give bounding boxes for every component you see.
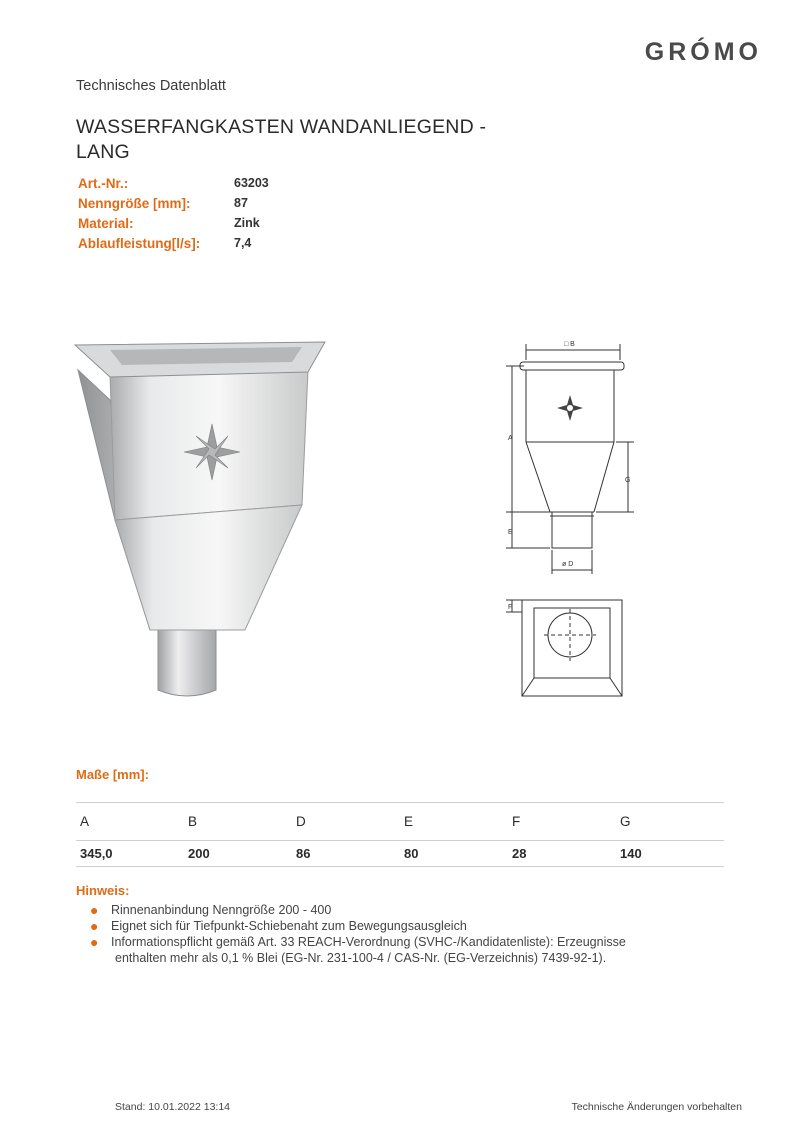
spec-list bbox=[78, 173, 269, 253]
spec-row-nominal-size bbox=[78, 193, 269, 213]
product-title: WASSERFANGKASTEN WANDANLIEGEND - LANG bbox=[76, 116, 487, 163]
note-text: Eignet sich für Tiefpunkt-Schiebenaht zum Bewegungsausgleich bbox=[111, 919, 467, 933]
bullet-icon: ● bbox=[90, 934, 99, 950]
notes-heading: Hinweis: bbox=[76, 883, 130, 898]
label-a: A bbox=[508, 435, 513, 442]
note-text: Informationspflicht gemäß Art. 33 REACH-Verordnung (SVHC-/Kandidatenliste): Erzeugnisse bbox=[111, 935, 626, 949]
note-continuation: enthalten mehr als 0,1 % Blei (EG-Nr. 231-100-4 / CAS-Nr. (EG-Verzeichnis) 7439-92-1). bbox=[115, 951, 607, 965]
list-item bbox=[90, 918, 710, 934]
value-cell: 345,0 bbox=[80, 846, 113, 861]
dimensions-table bbox=[76, 802, 724, 867]
table-header-row bbox=[76, 803, 724, 840]
product-photo bbox=[70, 330, 380, 710]
table-row bbox=[76, 841, 724, 866]
value-cell: 28 bbox=[512, 846, 527, 861]
value-cell: 200 bbox=[188, 846, 210, 861]
value-cell: 140 bbox=[620, 846, 642, 861]
bullet-icon: ● bbox=[90, 918, 99, 934]
spec-label: Nenngröße [mm]: bbox=[78, 195, 191, 211]
spec-label: Ablaufleistung[l/s]: bbox=[78, 235, 201, 251]
bullet-icon: ● bbox=[90, 902, 99, 918]
notes-list bbox=[90, 902, 710, 966]
dimensions-heading: Maße [mm]: bbox=[76, 767, 149, 782]
spec-row-article-number bbox=[78, 173, 269, 193]
footer-date: Stand: 10.01.2022 13:14 bbox=[115, 1101, 231, 1113]
brand-logo: GRÓMO bbox=[644, 38, 762, 66]
document-type-label: Technisches Datenblatt bbox=[76, 78, 226, 94]
spec-value: 87 bbox=[234, 196, 248, 210]
spec-value: 7,4 bbox=[234, 236, 252, 250]
technical-drawing bbox=[490, 330, 650, 705]
list-item bbox=[90, 902, 710, 918]
spec-row-material bbox=[78, 213, 269, 233]
label-b: □ B bbox=[564, 341, 575, 348]
list-item bbox=[90, 934, 710, 950]
spec-value: 63203 bbox=[234, 176, 269, 190]
spec-value: Zink bbox=[234, 216, 260, 230]
footer-disclaimer: Technische Änderungen vorbehalten bbox=[571, 1101, 742, 1113]
spec-label: Art.-Nr.: bbox=[78, 175, 129, 191]
header-cell: A bbox=[80, 814, 90, 829]
label-g: G bbox=[625, 477, 631, 484]
spec-row-drain-capacity bbox=[78, 233, 269, 253]
table-rule bbox=[76, 866, 724, 867]
header-cell: E bbox=[404, 814, 414, 829]
value-cell: 86 bbox=[296, 846, 311, 861]
header-cell: B bbox=[188, 814, 198, 829]
label-f: F bbox=[508, 604, 513, 611]
label-e: E bbox=[508, 529, 513, 536]
value-cell: 80 bbox=[404, 846, 419, 861]
note-text: Rinnenanbindung Nenngröße 200 - 400 bbox=[111, 903, 332, 917]
spec-label: Material: bbox=[78, 215, 134, 231]
header-cell: F bbox=[512, 814, 521, 829]
header-cell: G bbox=[620, 814, 631, 829]
label-d: ø D bbox=[562, 561, 574, 568]
header-cell: D bbox=[296, 814, 306, 829]
